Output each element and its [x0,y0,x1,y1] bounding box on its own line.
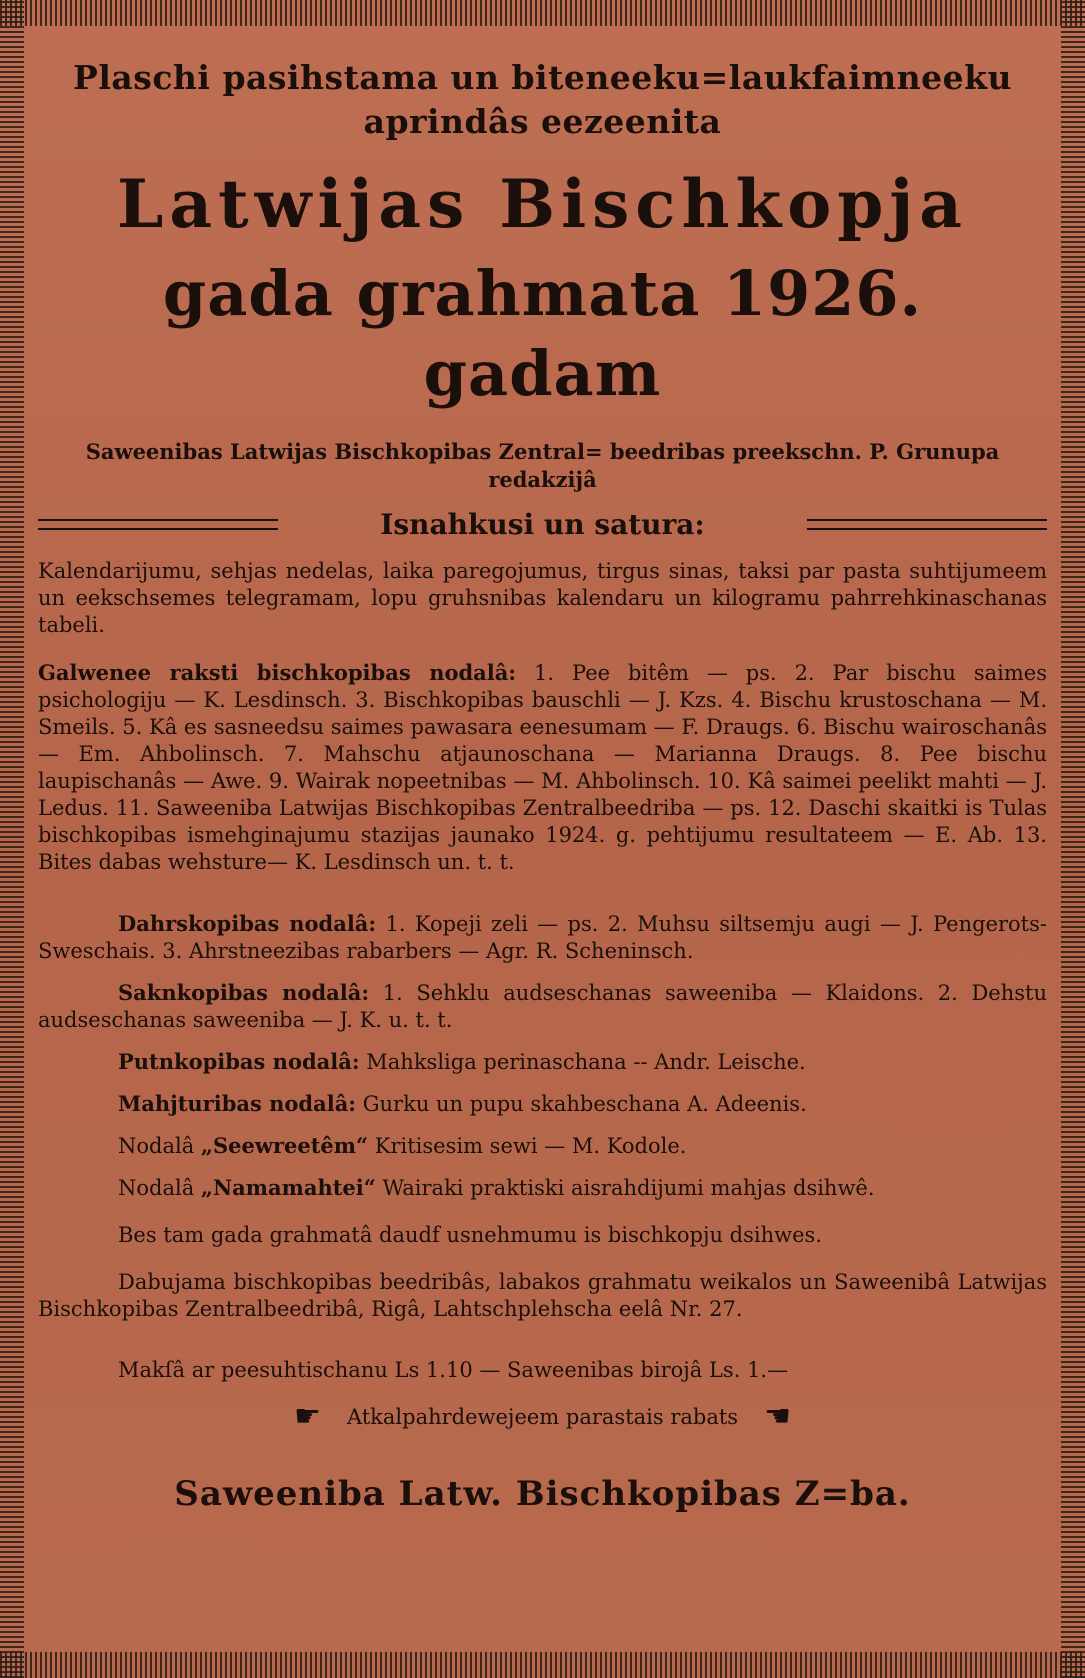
section-heading: Mahjturibas nodalâ: [118,1091,357,1116]
section-text: 1. Pee bitêm — ps. 2. Par bischu saimes psichologiju — K. Lesdinsch. 3. Bischkopibas bauschli — J. Kzs. 4. Bischu krustoschana — M. Smeils. 5. Kâ es sasneedsu saimes pawasara eenesumam — F. Draugs. 6. Bischu wairoschanâs — Em. Ahbolinsch. 7. Mahschu atjaunoschana — Marianna Draugs. 8. Pee bischu laupischanâs — Awe. 9. Wairak nopeetnibas — M. Ahbolinsch. 10. Kâ saimei peelikt mahti — J. Ledus. 11. Saweeniba Latwijas Bischkopibas Zentralbeedriba — ps. 12. Daschi skaitki is Tulas bischkopibas ismehginajumu stazijas jaunako 1924. g. pehtijumu resultateem — E. Ab. 13. Bites dabas wehsture— K. Lesdinsch un. t. t. [38,661,1047,874]
section-text: Wairaki praktiski aisrahdijumi mahjas dsihwê. [382,1176,875,1200]
section-text: Mahksliga perinaschana -- Andr. Leische. [366,1050,806,1074]
discount-row [38,1399,1047,1434]
vegetable-section [38,979,1047,1034]
discount-text: Atkalpahrdewejeem parastais rabats [346,1405,739,1429]
publisher-signature: Saweeniba Latw. Bischkopibas Z=ba. [174,1474,911,1514]
pointing-hand-right-icon: ☛ [294,1399,321,1434]
top-border [0,0,1085,26]
gardening-section [38,910,1047,965]
extras-paragraph: Bes tam gada grahmatâ daudf usnehmumu is bischkopju dsihwes. [118,1223,822,1247]
section-text: 1. Sehklu audseschanas saweeniba — Klaidons. 2. Dehstu audseschanas saweeniba — J. K. u. t. t. [38,981,1047,1032]
section-text: Gurku un pupu skahbeschana A. Adeenis. [362,1092,807,1116]
right-border [1061,0,1085,1678]
women-section [38,1132,1047,1160]
poultry-section [38,1048,1047,1076]
intro-line: Plaschi pasihstama un biteneeku=laukfaimneeku aprindâs eezeenita [73,58,1012,141]
right-rule [807,519,1047,530]
section-text: Kritisesim sewi — M. Kodole. [374,1134,687,1158]
contents-separator [38,504,1047,544]
contents-heading: Isnahkusi un satura: [380,507,705,541]
pointing-hand-left-icon: ☚ [764,1399,791,1434]
section-text: 1. Kopeji zeli — ps. 2. Muhsu siltsemju augi — J. Pengerots-Sweschais. 3. Ahrstneezibas rabarbers — Agr. R. Scheninsch. [38,912,1047,963]
section-heading: „Seewreetêm“ [200,1133,369,1158]
left-rule [38,519,278,530]
availability-paragraph: Dabujama bischkopibas beedribâs, labakos grahmatu weikalos un Saweenibâ Latwijas Bischkopibas Zentralbeedribâ, Rigâ, Lahtschplehscha eelâ Nr. 27. [38,1270,1047,1321]
editor-line: Saweenibas Latwijas Bischkopibas Zentral= beedribas preekschn. P. Grunupa redakzijâ [85,439,1000,492]
section-heading: Putnkopibas nodalâ: [118,1049,360,1074]
section-heading: Saknkopibas nodalâ: [118,980,370,1005]
beekeeping-section [38,659,1047,876]
section-heading: Galwenee raksti bischkopibas nodalâ: [38,660,517,685]
subtitle: gada grahmata 1926. gadam [162,257,923,410]
bottom-border [0,1652,1085,1678]
household-section [38,1090,1047,1118]
section-prefix: Nodalâ [118,1176,195,1200]
price-line: Makſâ ar peesuhtischanu Ls 1.10 — Saweenibas birojâ Ls. 1.— [118,1358,789,1382]
advert-content [38,40,1047,1634]
main-title: Latwijas Bischkopja [116,165,969,243]
section-heading: Dahrskopibas nodalâ: [118,911,377,936]
section-prefix: Nodalâ [118,1134,195,1158]
section-heading: „Namamahtei“ [200,1175,376,1200]
housewife-section [38,1174,1047,1202]
calendar-paragraph: Kalendarijumu, sehjas nedelas, laika paregojumus, tirgus sinas, taksi par pasta suhtijumeem un eekschsemes telegramam, lopu gruhsnibas kalendaru un kilogramu pahrrehkinaschanas tabeli. [38,559,1047,637]
left-border [0,0,24,1678]
